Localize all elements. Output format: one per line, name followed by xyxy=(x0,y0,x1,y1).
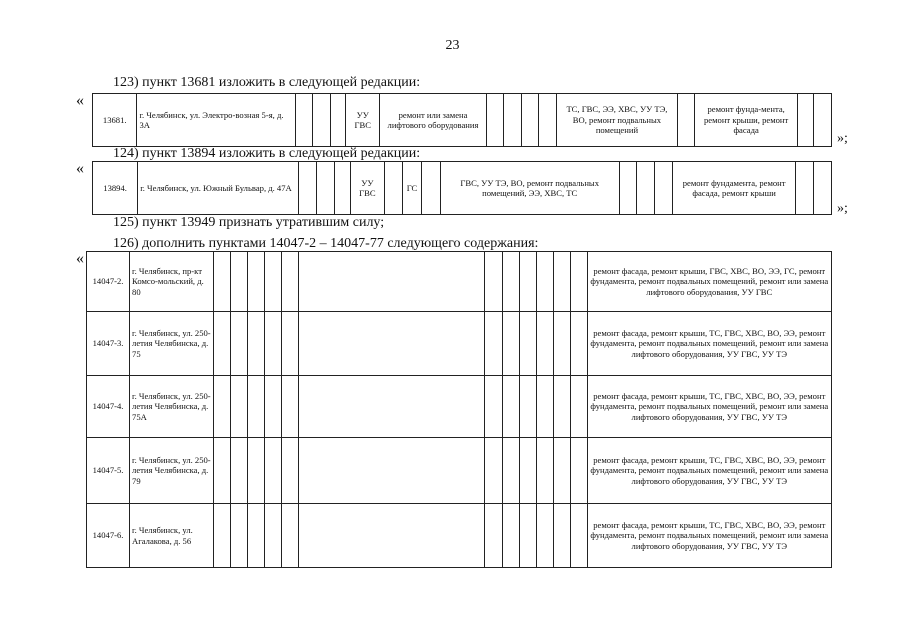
row-address: г. Челябинск, пр-кт Комсо-мольский, д. 80 xyxy=(130,252,214,312)
row-id: 14047-4. xyxy=(87,376,130,438)
close-quote-123: »; xyxy=(837,131,848,146)
row-systems: ГВС, УУ ТЭ, ВО, ремонт подвальных помещений, ЭЭ, ХВС, ТС xyxy=(440,162,619,215)
row-uu: УУ ГВС xyxy=(346,94,380,147)
heading-125: 125) пункт 13949 признать утратившим силу; xyxy=(113,215,385,230)
row-works: ремонт фасада, ремонт крыши, ТС, ГВС, ХВС, ВО, ЭЭ, ремонт фундамента, ремонт подвальных помещений, ремонт или замена лифтового оборудования, УУ ГВС, УУ ТЭ xyxy=(587,312,831,376)
row-gs: ГС xyxy=(403,162,422,215)
row-address: г. Челябинск, ул. 250-летия Челябинска, д. 75А xyxy=(130,376,214,438)
row-id: 14047-3. xyxy=(87,312,130,376)
row-id: 13681. xyxy=(93,94,137,147)
row-id: 14047-6. xyxy=(87,504,130,568)
row-works: ремонт фунда-мента, ремонт крыши, ремонт фасада xyxy=(695,94,797,147)
row-systems: ТС, ГВС, ЭЭ, ХВС, УУ ТЭ, ВО, ремонт подвальных помещений xyxy=(556,94,677,147)
table-row xyxy=(87,312,832,376)
row-address: г. Челябинск, ул. Южный Бульвар, д. 47А xyxy=(138,162,299,215)
open-quote-124: « xyxy=(76,160,84,177)
row-works: ремонт фасада, ремонт крыши, ТС, ГВС, ХВС, ВО, ЭЭ, ремонт фундамента, ремонт подвальных помещений, ремонт или замена лифтового оборудования, УУ ГВС, УУ ТЭ xyxy=(587,504,831,568)
row-address: г. Челябинск, ул. Агалакова, д. 56 xyxy=(130,504,214,568)
table-row xyxy=(87,504,832,568)
table-row xyxy=(87,252,832,312)
table-13894 xyxy=(92,161,832,215)
close-quote-124: »; xyxy=(837,201,848,216)
heading-126: 126) дополнить пунктами 14047-2 – 14047-77 следующего содержания: xyxy=(113,236,539,251)
table-14047 xyxy=(86,251,832,568)
row-id: 13894. xyxy=(93,162,138,215)
row-works: ремонт фасада, ремонт крыши, ГВС, ХВС, ВО, ЭЭ, ГС, ремонт фундамента, ремонт подвальных помещений, ремонт или замена лифтового оборудования, УУ ГВС xyxy=(587,252,831,312)
row-works: ремонт фундамента, ремонт фасада, ремонт крыши xyxy=(673,162,796,215)
table-13681 xyxy=(92,93,832,147)
heading-123: 123) пункт 13681 изложить в следующей редакции: xyxy=(113,75,421,90)
table-row xyxy=(87,376,832,438)
row-id: 14047-5. xyxy=(87,438,130,504)
row-address: г. Челябинск, ул. 250-летия Челябинска, д. 75 xyxy=(130,312,214,376)
row-id: 14047-2. xyxy=(87,252,130,312)
row-address: г. Челябинск, ул. Электро-возная 5-я, д. 3А xyxy=(137,94,295,147)
row-works: ремонт фасада, ремонт крыши, ТС, ГВС, ХВС, ВО, ЭЭ, ремонт фундамента, ремонт подвальных помещений, ремонт или замена лифтового оборудования, УУ ГВС, УУ ТЭ xyxy=(587,438,831,504)
row-uu: УУ ГВС xyxy=(350,162,385,215)
table-row xyxy=(87,438,832,504)
open-quote-123: « xyxy=(76,92,84,109)
row-works: ремонт фасада, ремонт крыши, ТС, ГВС, ХВС, ВО, ЭЭ, ремонт фундамента, ремонт подвальных помещений, ремонт или замена лифтового оборудования, УУ ГВС, УУ ТЭ xyxy=(587,376,831,438)
row-address: г. Челябинск, ул. 250-летия Челябинска, д. 79 xyxy=(130,438,214,504)
row-lift: ремонт или замена лифтового оборудования xyxy=(380,94,486,147)
open-quote-126: « xyxy=(76,250,84,267)
heading-124: 124) пункт 13894 изложить в следующей редакции: xyxy=(113,146,421,161)
page-number: 23 xyxy=(445,38,460,53)
